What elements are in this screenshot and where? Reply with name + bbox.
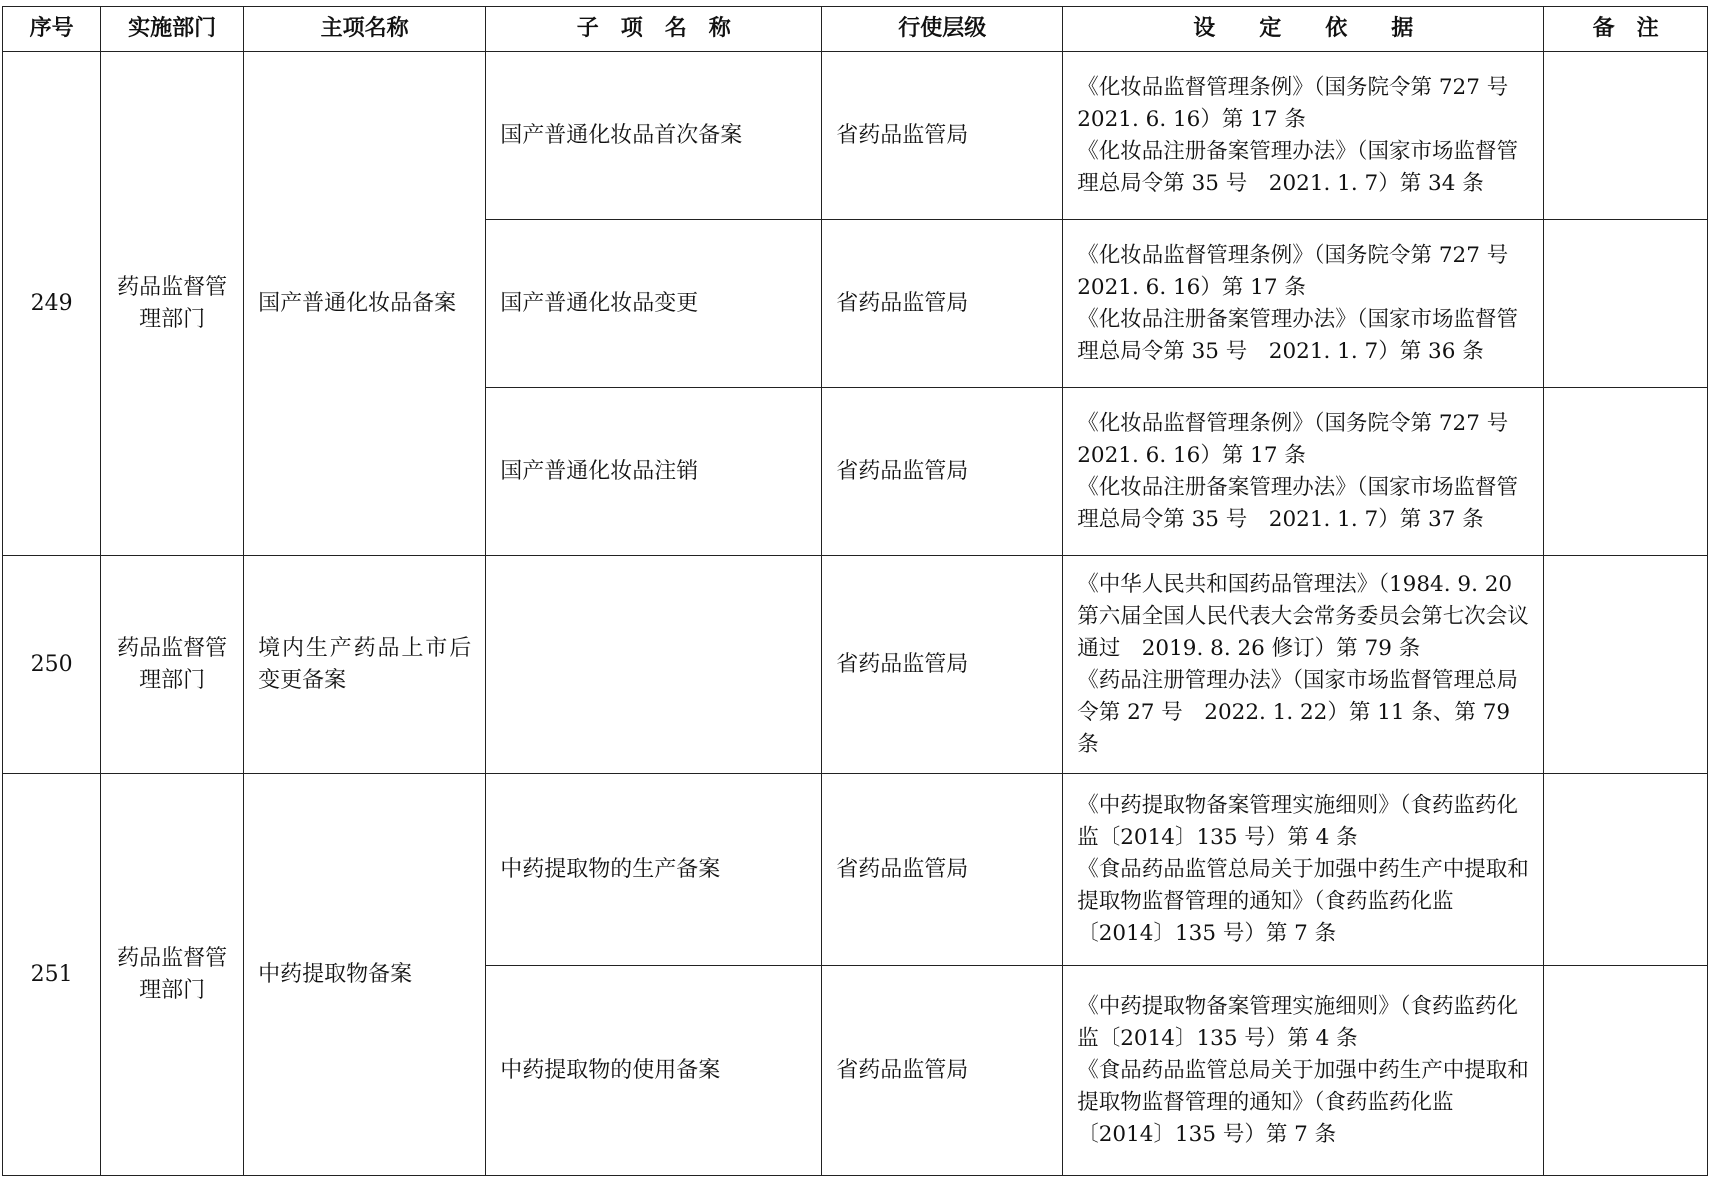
row-basis <box>1063 774 1544 966</box>
basis-line: 《食品药品监管总局关于加强中药生产中提取和提取物监督管理的通知》（食药监药化监〔2014〕135 号）第 7 条 <box>1077 1057 1529 1147</box>
row-level: 省药品监管局 <box>822 966 1063 1176</box>
row-sub-item <box>486 556 822 774</box>
row-basis <box>1063 52 1544 220</box>
row-level: 省药品监管局 <box>822 220 1063 388</box>
header-row <box>3 7 1708 52</box>
row-remarks <box>1544 52 1708 220</box>
basis-line: 《中华人民共和国药品管理法》（1984. 9. 20 第六届全国人民代表大会常务委员会第七次会议通过 2019. 8. 26 修订）第 79 条 <box>1077 571 1529 661</box>
row-remarks <box>1544 966 1708 1176</box>
row-sub-item: 中药提取物的使用备案 <box>486 966 822 1176</box>
basis-line: 《化妆品监督管理条例》（国务院令第 727 号 2021. 6. 16）第 17 条 <box>1077 74 1530 132</box>
basis-line: 《化妆品监督管理条例》（国务院令第 727 号 2021. 6. 16）第 17 条 <box>1077 410 1530 468</box>
table-row <box>3 52 1708 220</box>
row-level: 省药品监管局 <box>822 388 1063 556</box>
basis-line: 《中药提取物备案管理实施细则》（食药监药化监〔2014〕135 号）第 4 条 <box>1077 792 1519 850</box>
row-main-item: 境内生产药品上市后变更备案 <box>244 556 486 774</box>
basis-line: 《化妆品注册备案管理办法》（国家市场监督管理总局令第 35 号 2021. 1. 7）第 36 条 <box>1077 306 1519 364</box>
row-sub-item: 国产普通化妆品变更 <box>486 220 822 388</box>
row-index: 251 <box>3 774 101 1176</box>
row-remarks <box>1544 774 1708 966</box>
header-basis: 设 定 依 据 <box>1063 7 1544 52</box>
row-level: 省药品监管局 <box>822 556 1063 774</box>
row-basis <box>1063 556 1544 774</box>
row-main-item: 中药提取物备案 <box>244 774 486 1176</box>
row-level: 省药品监管局 <box>822 52 1063 220</box>
header-sub-item: 子 项 名 称 <box>486 7 822 52</box>
row-department: 药品监督管理部门 <box>101 52 244 556</box>
row-basis <box>1063 220 1544 388</box>
table-row <box>3 556 1708 774</box>
basis-line: 《化妆品注册备案管理办法》（国家市场监督管理总局令第 35 号 2021. 1. 7）第 34 条 <box>1077 138 1519 196</box>
header-remarks: 备 注 <box>1544 7 1708 52</box>
basis-line: 《化妆品注册备案管理办法》（国家市场监督管理总局令第 35 号 2021. 1. 7）第 37 条 <box>1077 474 1519 532</box>
row-sub-item: 中药提取物的生产备案 <box>486 774 822 966</box>
header-index: 序号 <box>3 7 101 52</box>
row-index: 249 <box>3 52 101 556</box>
row-sub-item: 国产普通化妆品首次备案 <box>486 52 822 220</box>
row-department: 药品监督管理部门 <box>101 774 244 1176</box>
row-department: 药品监督管理部门 <box>101 556 244 774</box>
row-index: 250 <box>3 556 101 774</box>
row-remarks <box>1544 556 1708 774</box>
row-remarks <box>1544 220 1708 388</box>
table-row <box>3 774 1708 966</box>
basis-line: 《中药提取物备案管理实施细则》（食药监药化监〔2014〕135 号）第 4 条 <box>1077 993 1519 1051</box>
basis-line: 《药品注册管理办法》（国家市场监督管理总局令第 27 号 2022. 1. 22）第 11 条、第 79 条 <box>1077 667 1519 757</box>
row-basis <box>1063 388 1544 556</box>
header-level: 行使层级 <box>822 7 1063 52</box>
basis-line: 《化妆品监督管理条例》（国务院令第 727 号 2021. 6. 16）第 17 条 <box>1077 242 1530 300</box>
row-basis <box>1063 966 1544 1176</box>
header-main-item: 主项名称 <box>244 7 486 52</box>
row-remarks <box>1544 388 1708 556</box>
row-level: 省药品监管局 <box>822 774 1063 966</box>
row-sub-item: 国产普通化妆品注销 <box>486 388 822 556</box>
row-main-item: 国产普通化妆品备案 <box>244 52 486 556</box>
basis-line: 《食品药品监管总局关于加强中药生产中提取和提取物监督管理的通知》（食药监药化监〔2014〕135 号）第 7 条 <box>1077 856 1529 946</box>
items-table <box>2 6 1708 1176</box>
header-department: 实施部门 <box>101 7 244 52</box>
